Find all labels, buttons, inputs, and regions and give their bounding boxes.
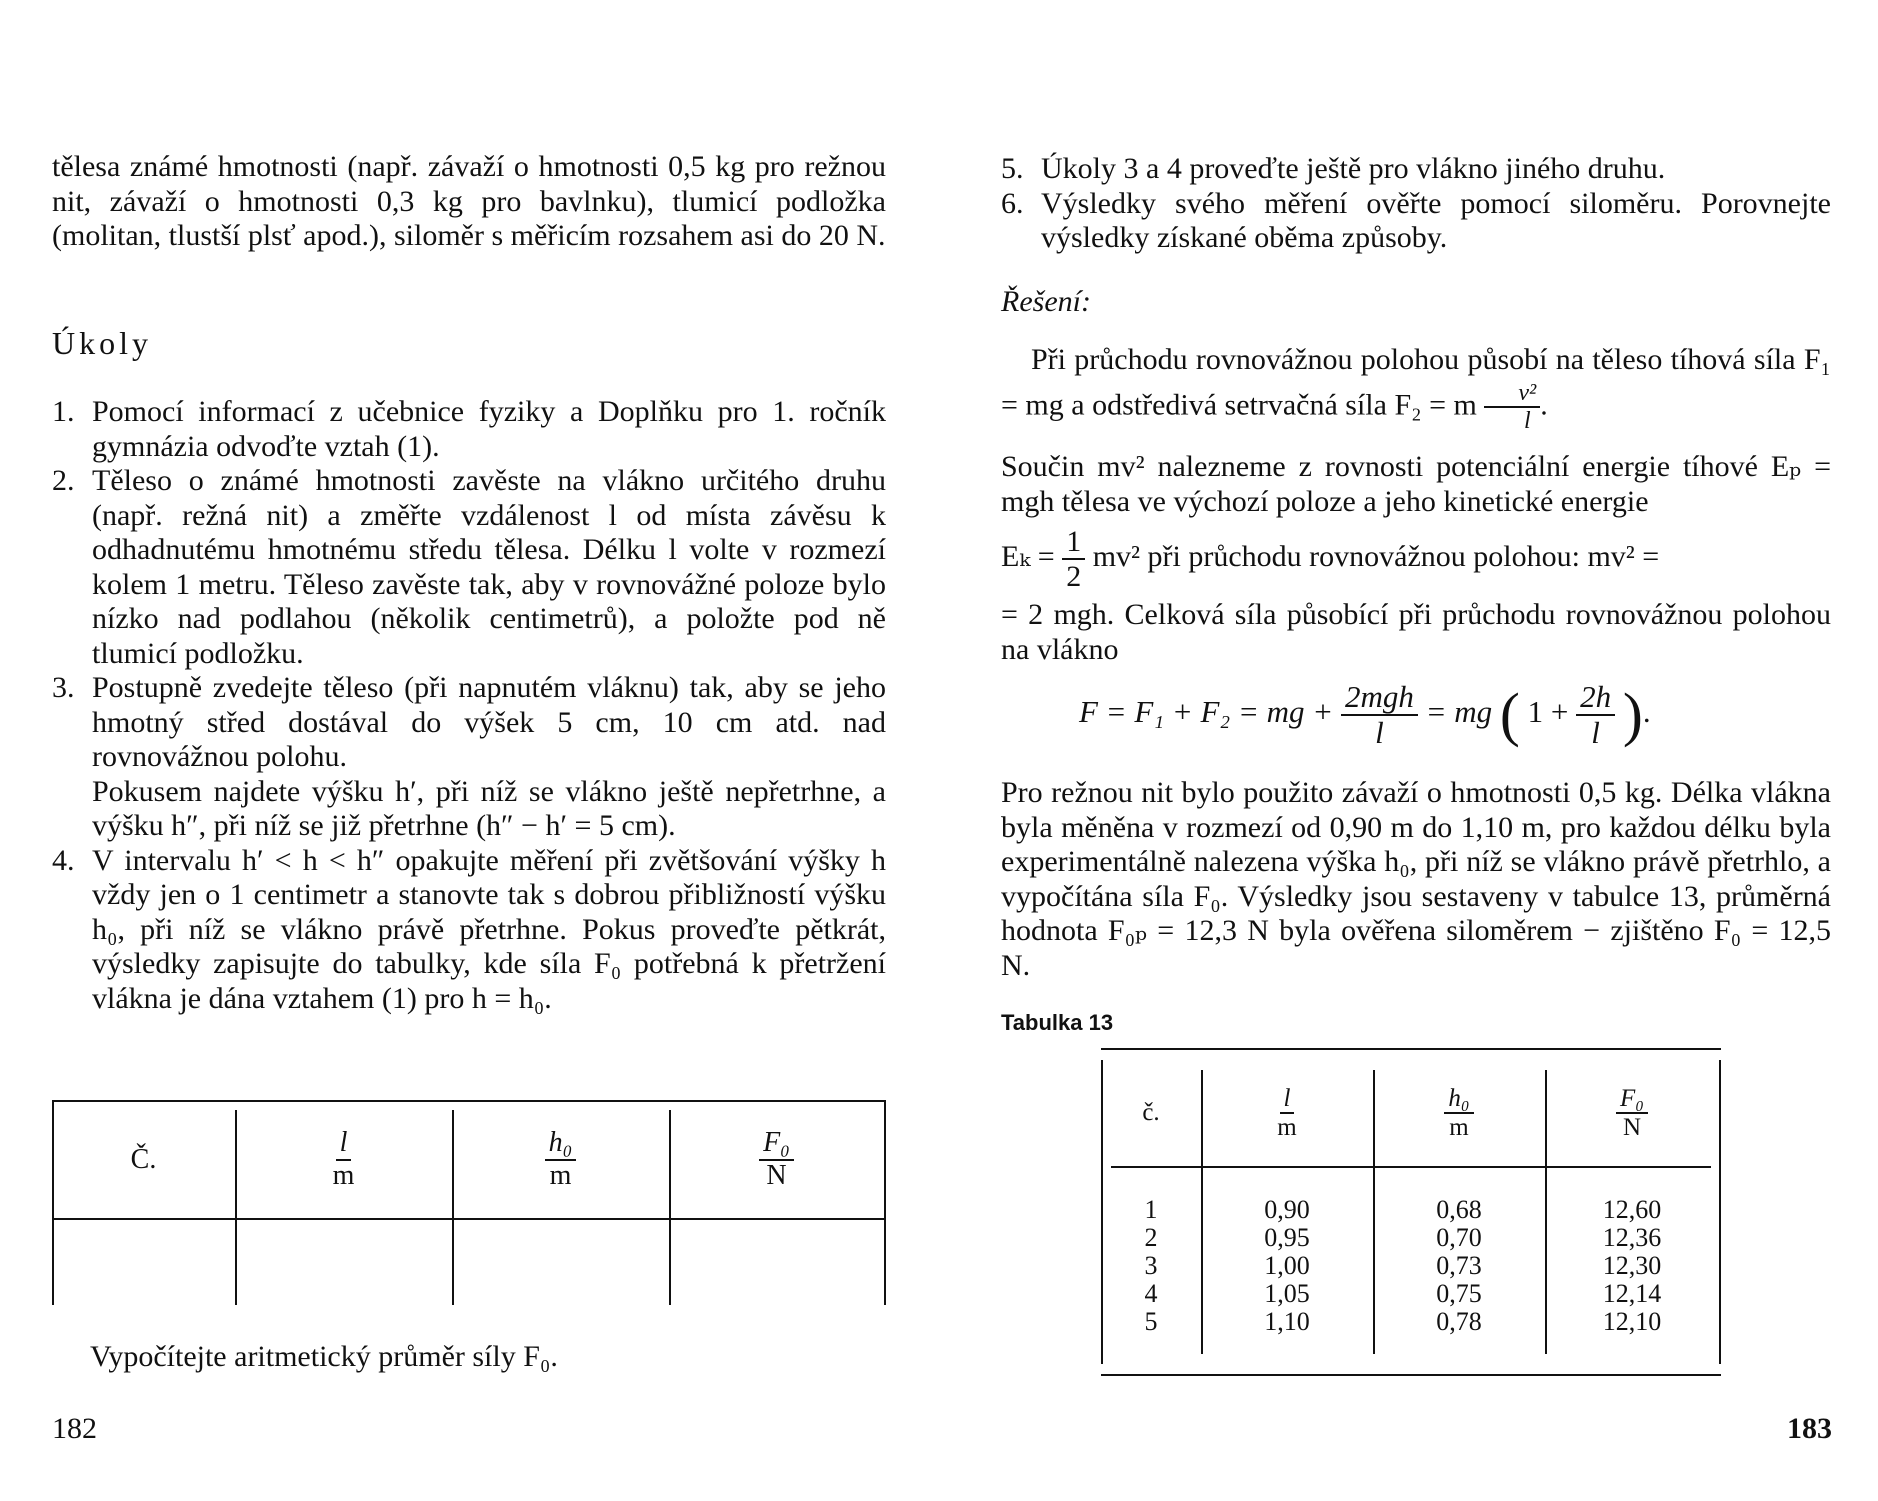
page-number-right: 183 [1787, 1412, 1832, 1445]
header-denominator: m [1449, 1114, 1469, 1141]
tasks-list-right [1001, 152, 1831, 256]
equation-inner: 1 + [1527, 694, 1569, 730]
table-cell: 1,05 [1264, 1279, 1310, 1308]
task-number: 6. [1001, 186, 1024, 220]
task-text-continued: Pokusem najdete výšku h′, při níž se vlákno ještě nepřetrhne, a výšku h″, při níž se již přetrhne (h″ − h′ = 5 cm). [92, 774, 886, 842]
results-table [1101, 1048, 1721, 1378]
kinetic-energy-line [1001, 525, 1831, 593]
page-number-left: 182 [52, 1412, 97, 1445]
table-cell: 12,36 [1602, 1223, 1662, 1252]
table-cell: 4 [1144, 1279, 1158, 1308]
task-item-1 [52, 395, 886, 464]
solution-label-text: Řešení: [1001, 285, 1091, 318]
one-half-fraction [1062, 525, 1085, 593]
table-border [1719, 1060, 1721, 1364]
left-paren: ( [1499, 681, 1520, 748]
header-fraction [1444, 1085, 1473, 1142]
task-text: Postupně zvedejte těleso (při napnutém vláknu) tak, aby se jeho hmotný střed dostával do výšek 5 cm, 10 cm atd. nad rovnovážnou polohu. [92, 671, 886, 773]
task-item-5 [1001, 152, 1831, 187]
inline-fraction [1484, 380, 1540, 435]
paragraph-text: Při průchodu rovnovážnou polohou působí na těleso tíhová síla F₁ = mg a odstředivá setrvačná síla F₂ = m [1001, 343, 1831, 422]
column-number [1111, 1196, 1191, 1336]
table-cell: 1,10 [1264, 1307, 1310, 1336]
header-cell-force [1545, 1073, 1719, 1153]
column-force [1545, 1196, 1719, 1336]
table-cell: 0,90 [1264, 1195, 1310, 1224]
solution-label [1001, 285, 1091, 320]
header-fraction [545, 1128, 577, 1192]
task-item-6 [1001, 187, 1831, 256]
task-text: Těleso o známé hmotnosti zavěste na vlákno určitého druhu (např. režná nit) a změřte vzdálenost l od místa závěsu k odhadnutému hmotnému středu tělesa. Délku l volte v rozmezí kolem 1 metru. Těleso zavěste tak, aby v rovnovážné poloze bylo nízko nad podlahou (několik centimetrů), a položte pod ně tlumicí podložku. [92, 464, 886, 670]
header-numerator: l [1280, 1085, 1295, 1115]
table-cell: 0,73 [1436, 1251, 1482, 1280]
table-cell: 1,00 [1264, 1251, 1310, 1280]
equation-fraction-2 [1576, 680, 1615, 750]
task-number: 3. [52, 671, 75, 704]
task-item-3 [52, 671, 886, 844]
fraction-denominator: 2 [1066, 560, 1082, 593]
header-denominator: N [766, 1160, 787, 1191]
tasks-list-left [52, 395, 886, 1016]
header-fraction [1273, 1085, 1300, 1142]
task-text: Výsledky svého měření ověřte pomocí siloměru. Porovnejte výsledky získané oběma způsoby. [1041, 186, 1831, 254]
fraction-numerator: 1 [1062, 525, 1085, 560]
header-cell-height [452, 1120, 669, 1200]
table-cell: 2 [1144, 1223, 1158, 1252]
fraction-numerator: v² [1484, 380, 1540, 408]
task-number: 2. [52, 464, 75, 497]
header-cell-number [1101, 1073, 1201, 1153]
force-equation: F = F₁ + F₂ = mg + $\frac{\text{2mgh}}{l}$ = mg ( 1 + $\frac{2h}{l}$ ). [1079, 679, 1651, 751]
header-cell-length [235, 1120, 452, 1200]
table-cell: 12,10 [1602, 1307, 1662, 1336]
table-cell: 0,95 [1264, 1223, 1310, 1252]
table-cell: 1 [1144, 1195, 1158, 1224]
table-cell: 0,75 [1436, 1279, 1482, 1308]
equation-mid: = mg [1425, 694, 1493, 730]
table-cell: 0,70 [1436, 1223, 1482, 1252]
header-numerator: h₀ [1444, 1085, 1473, 1115]
closing-instruction: Vypočítejte aritmetický průměr síly F₀. [90, 1340, 558, 1373]
header-cell-force [669, 1120, 884, 1200]
table-border [884, 1100, 886, 1305]
equation-fraction-1 [1341, 680, 1418, 750]
table-cell: 0,68 [1436, 1195, 1482, 1224]
tasks-heading: Úkoly [52, 325, 152, 361]
fraction-numerator: 2mgh [1341, 680, 1418, 716]
table-cell: 5 [1144, 1307, 1158, 1336]
header-numerator: h₀ [545, 1128, 577, 1161]
table-cell: 12,14 [1602, 1279, 1662, 1308]
column-length [1201, 1196, 1373, 1336]
ek-rest: mv² při průchodu rovnovážnou polohou: mv² = [1092, 539, 1660, 573]
header-denominator: m [1277, 1114, 1297, 1141]
table-cell: 12,30 [1602, 1251, 1662, 1280]
solution-paragraph-4: Pro režnou nit bylo použito závaží o hmotnosti 0,5 kg. Délka vlákna byla měněna v rozmezí od 0,90 m do 1,10 m, pro každou délku byla experimentálně nalezena výška h₀, při níž se vlákno právě přetrhlo, a vypočítána síla F₀. Výsledky jsou sestaveny v tabulce 13, průměrná hodnota F₀ₚ = 12,3 N byla ověřena siloměrem − zjištěno F₀ = 12,5 N. [1001, 776, 1831, 982]
right-page [939, 0, 1878, 1501]
fraction-numerator: 2h [1576, 680, 1615, 716]
solution-paragraph-1: Při průchodu rovnovážnou polohou působí na těleso tíhová síla F₁ = mg a odstředivá setrvačná síla F₂ = m $\frac{\text{v²}}{l}$ . [1001, 343, 1831, 435]
empty-measurement-table [52, 1100, 886, 1310]
header-label: č. [1142, 1099, 1160, 1126]
column-height [1373, 1196, 1545, 1336]
task-item-4 [52, 844, 886, 1017]
table-cell: 3 [1144, 1251, 1158, 1280]
header-cell-length [1201, 1073, 1373, 1153]
right-paren: ) [1622, 681, 1643, 748]
task-number: 4. [52, 843, 75, 877]
task-text: Úkoly 3 a 4 proveďte ještě pro vlákno jiného druhu. [1041, 152, 1666, 185]
fraction-denominator: l [1375, 715, 1384, 751]
header-fraction [1616, 1085, 1648, 1142]
header-numerator: F₀ [759, 1128, 794, 1161]
equation-lhs: F = F₁ + F₂ = mg + [1079, 694, 1334, 730]
solution-paragraph-2: Součin mv² nalezneme z rovnosti potenciální energie tíhové Eₚ = mgh tělesa ve výchozí poloze a jeho kinetické energie [1001, 450, 1831, 518]
table-cell: 12,60 [1602, 1195, 1662, 1224]
fraction-denominator: l [1523, 408, 1531, 435]
header-denominator: N [1622, 1114, 1642, 1141]
table-caption: Tabulka 13 [1001, 1010, 1114, 1035]
table-cell: 0,78 [1436, 1307, 1482, 1336]
table-bottom-rule [1101, 1374, 1721, 1376]
header-fraction [329, 1128, 359, 1192]
table-top-rule [52, 1100, 886, 1102]
header-denominator: m [332, 1160, 355, 1191]
header-cell-height [1373, 1073, 1545, 1153]
header-label: Č. [130, 1144, 157, 1175]
table-top-rule [1101, 1048, 1721, 1050]
header-cell-number [52, 1120, 235, 1200]
header-fraction [759, 1128, 794, 1192]
fraction-denominator: l [1591, 715, 1600, 751]
header-numerator: l [336, 1128, 352, 1161]
task-number: 1. [52, 395, 75, 428]
task-number: 5. [1001, 152, 1024, 185]
ek-lhs: Eₖ = [1001, 539, 1055, 573]
table-header-rule [52, 1218, 886, 1220]
solution-paragraph-3: = 2 mgh. Celková síla působící při průchodu rovnovážnou polohou na vlákno [1001, 598, 1831, 666]
intro-paragraph: tělesa známé hmotnosti (např. závaží o hmotnosti 0,5 kg pro režnou nit, závaží o hmotnosti 0,3 kg pro bavlnku), tlumicí podložka (molitan, tlustší plsť apod.), siloměr s měřicím rozsahem asi do 20 N. [52, 150, 886, 252]
task-text: V intervalu h′ < h < h″ opakujte měření při zvětšování výšky h vždy jen o 1 centimetr a stanovte tak s dobrou přibližností výšku h₀, při níž se vlákno právě přetrhne. Pokus proveďte pětkrát, výsledky zapisujte do tabulky, kde síla F₀ potřebná k přetržení vlákna je dána vztahem (1) pro h = h₀. [92, 843, 886, 1015]
header-denominator: m [549, 1160, 572, 1191]
task-text: Pomocí informací z učebnice fyziky a Doplňku pro 1. ročník gymnázia odvoďte vztah (1). [92, 395, 886, 463]
header-numerator: F₀ [1616, 1085, 1648, 1115]
task-item-2 [52, 464, 886, 671]
